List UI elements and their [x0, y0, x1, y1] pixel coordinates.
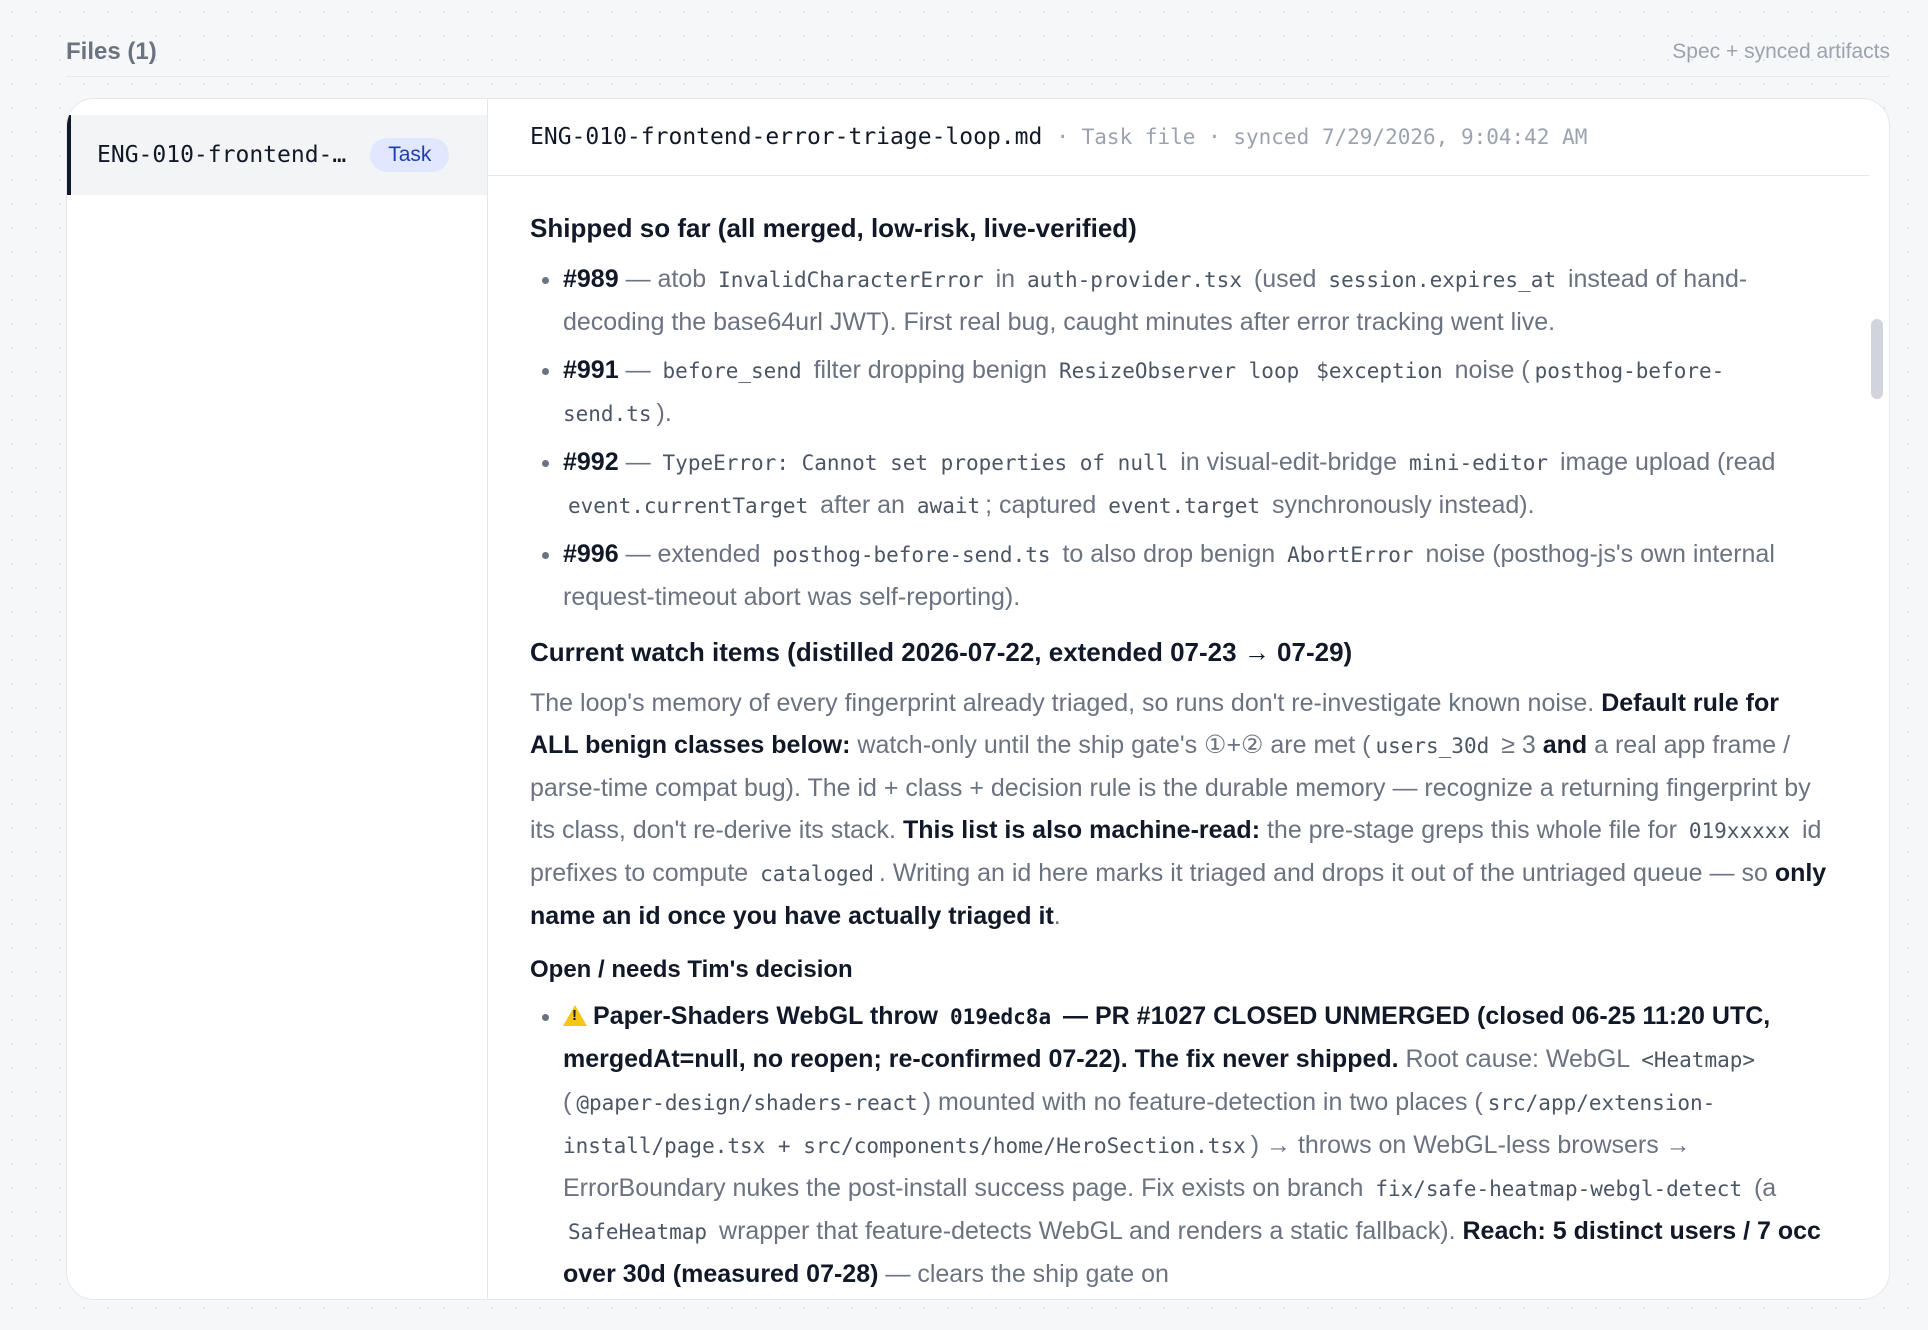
section-heading-shipped: Shipped so far (all merged, low-risk, live-verified) [530, 213, 1137, 243]
file-viewer-header [488, 99, 1869, 176]
viewer-file-name: ENG-010-frontend-error-triage-loop.md [530, 124, 1043, 150]
shipped-list [530, 258, 1829, 618]
markdown-content [488, 176, 1889, 1295]
watch-items-paragraph: The loop's memory of every fingerprint already triaged, so runs don't re-investigate known noise. Default rule for ALL benign classes below: watch-only until the ship gate's ①+② are met ( users_30d ≥ 3 and a real app frame / parse-time compat bug). The id + class + decision rule is the durable memory — recognize a returning fingerprint by its class, don't re-derive its stack. This list is also machine-read: the pre-stage greps this whole file for 019xxxxx id prefixes to compute cataloged . Writing an id here marks it triaged and drops it out of the untriaged queue — so only name an id once you have actually triaged it. [530, 689, 1827, 930]
files-subtitle: Spec + synced artifacts [1672, 40, 1890, 63]
list-item: • #989 — atob InvalidCharacterError in auth-provider.tsx (used session.expires_at instead of hand-decoding the base64url JWT). First real bug, caught minutes after error tracking went live. [563, 258, 1829, 343]
list-item: • #992 — TypeError: Cannot set properties of null in visual-edit-bridge mini-editor image upload (read event.currentTarget after an await ; captured event.target synchronously instead). [563, 441, 1829, 527]
open-list [530, 995, 1829, 1295]
list-item: • #991 — before_send filter dropping benign ResizeObserver loop $exception noise ( posthog-before-send.ts ). [563, 349, 1829, 435]
file-type-badge: Task [370, 138, 449, 172]
files-header [66, 28, 1890, 77]
scrollbar-thumb[interactable] [1871, 319, 1883, 399]
file-list [67, 99, 488, 1299]
file-viewer [488, 99, 1889, 1299]
section-heading-open: Open / needs Tim's decision [530, 956, 853, 983]
section-heading-watch-items: Current watch items (distilled 2026-07-22, extended 07-23 → 07-29) [530, 637, 1353, 667]
file-list-item-name: ENG-010-frontend-… [97, 142, 347, 168]
files-title: Files (1) [66, 38, 157, 65]
viewer-file-meta: · Task file · synced 7/29/2026, 9:04:42 AM [1056, 125, 1588, 149]
files-panel [66, 98, 1890, 1300]
list-item: !• Paper-Shaders WebGL throw 019edc8a — PR #1027 CLOSED UNMERGED (closed 06-25 11:20 UTC, mergedAt=null, no reopen; re-confirmed 07-22). The fix never shipped. Root cause: WebGL <Heatmap> ( @paper-design/shaders-react ) mounted with no feature-detection in two places ( src/app/extension-install/page.tsx + src/components/home/HeroSection.tsx ) → throws on WebGL-less browsers → ErrorBoundary nukes the post-install success page. Fix exists on branch fix/safe-heatmap-webgl-detect (a SafeHeatmap wrapper that feature-detects WebGL and renders a static fallback). Reach: 5 distinct users / 7 occ over 30d (measured 07-28) — clears the ship gate on [563, 995, 1829, 1295]
list-item: • #996 — extended posthog-before-send.ts to also drop benign AbortError noise (posthog-js's own internal request-timeout abort was self-reporting). [563, 533, 1829, 618]
file-list-item[interactable] [67, 115, 487, 195]
warning-icon [563, 1005, 587, 1026]
